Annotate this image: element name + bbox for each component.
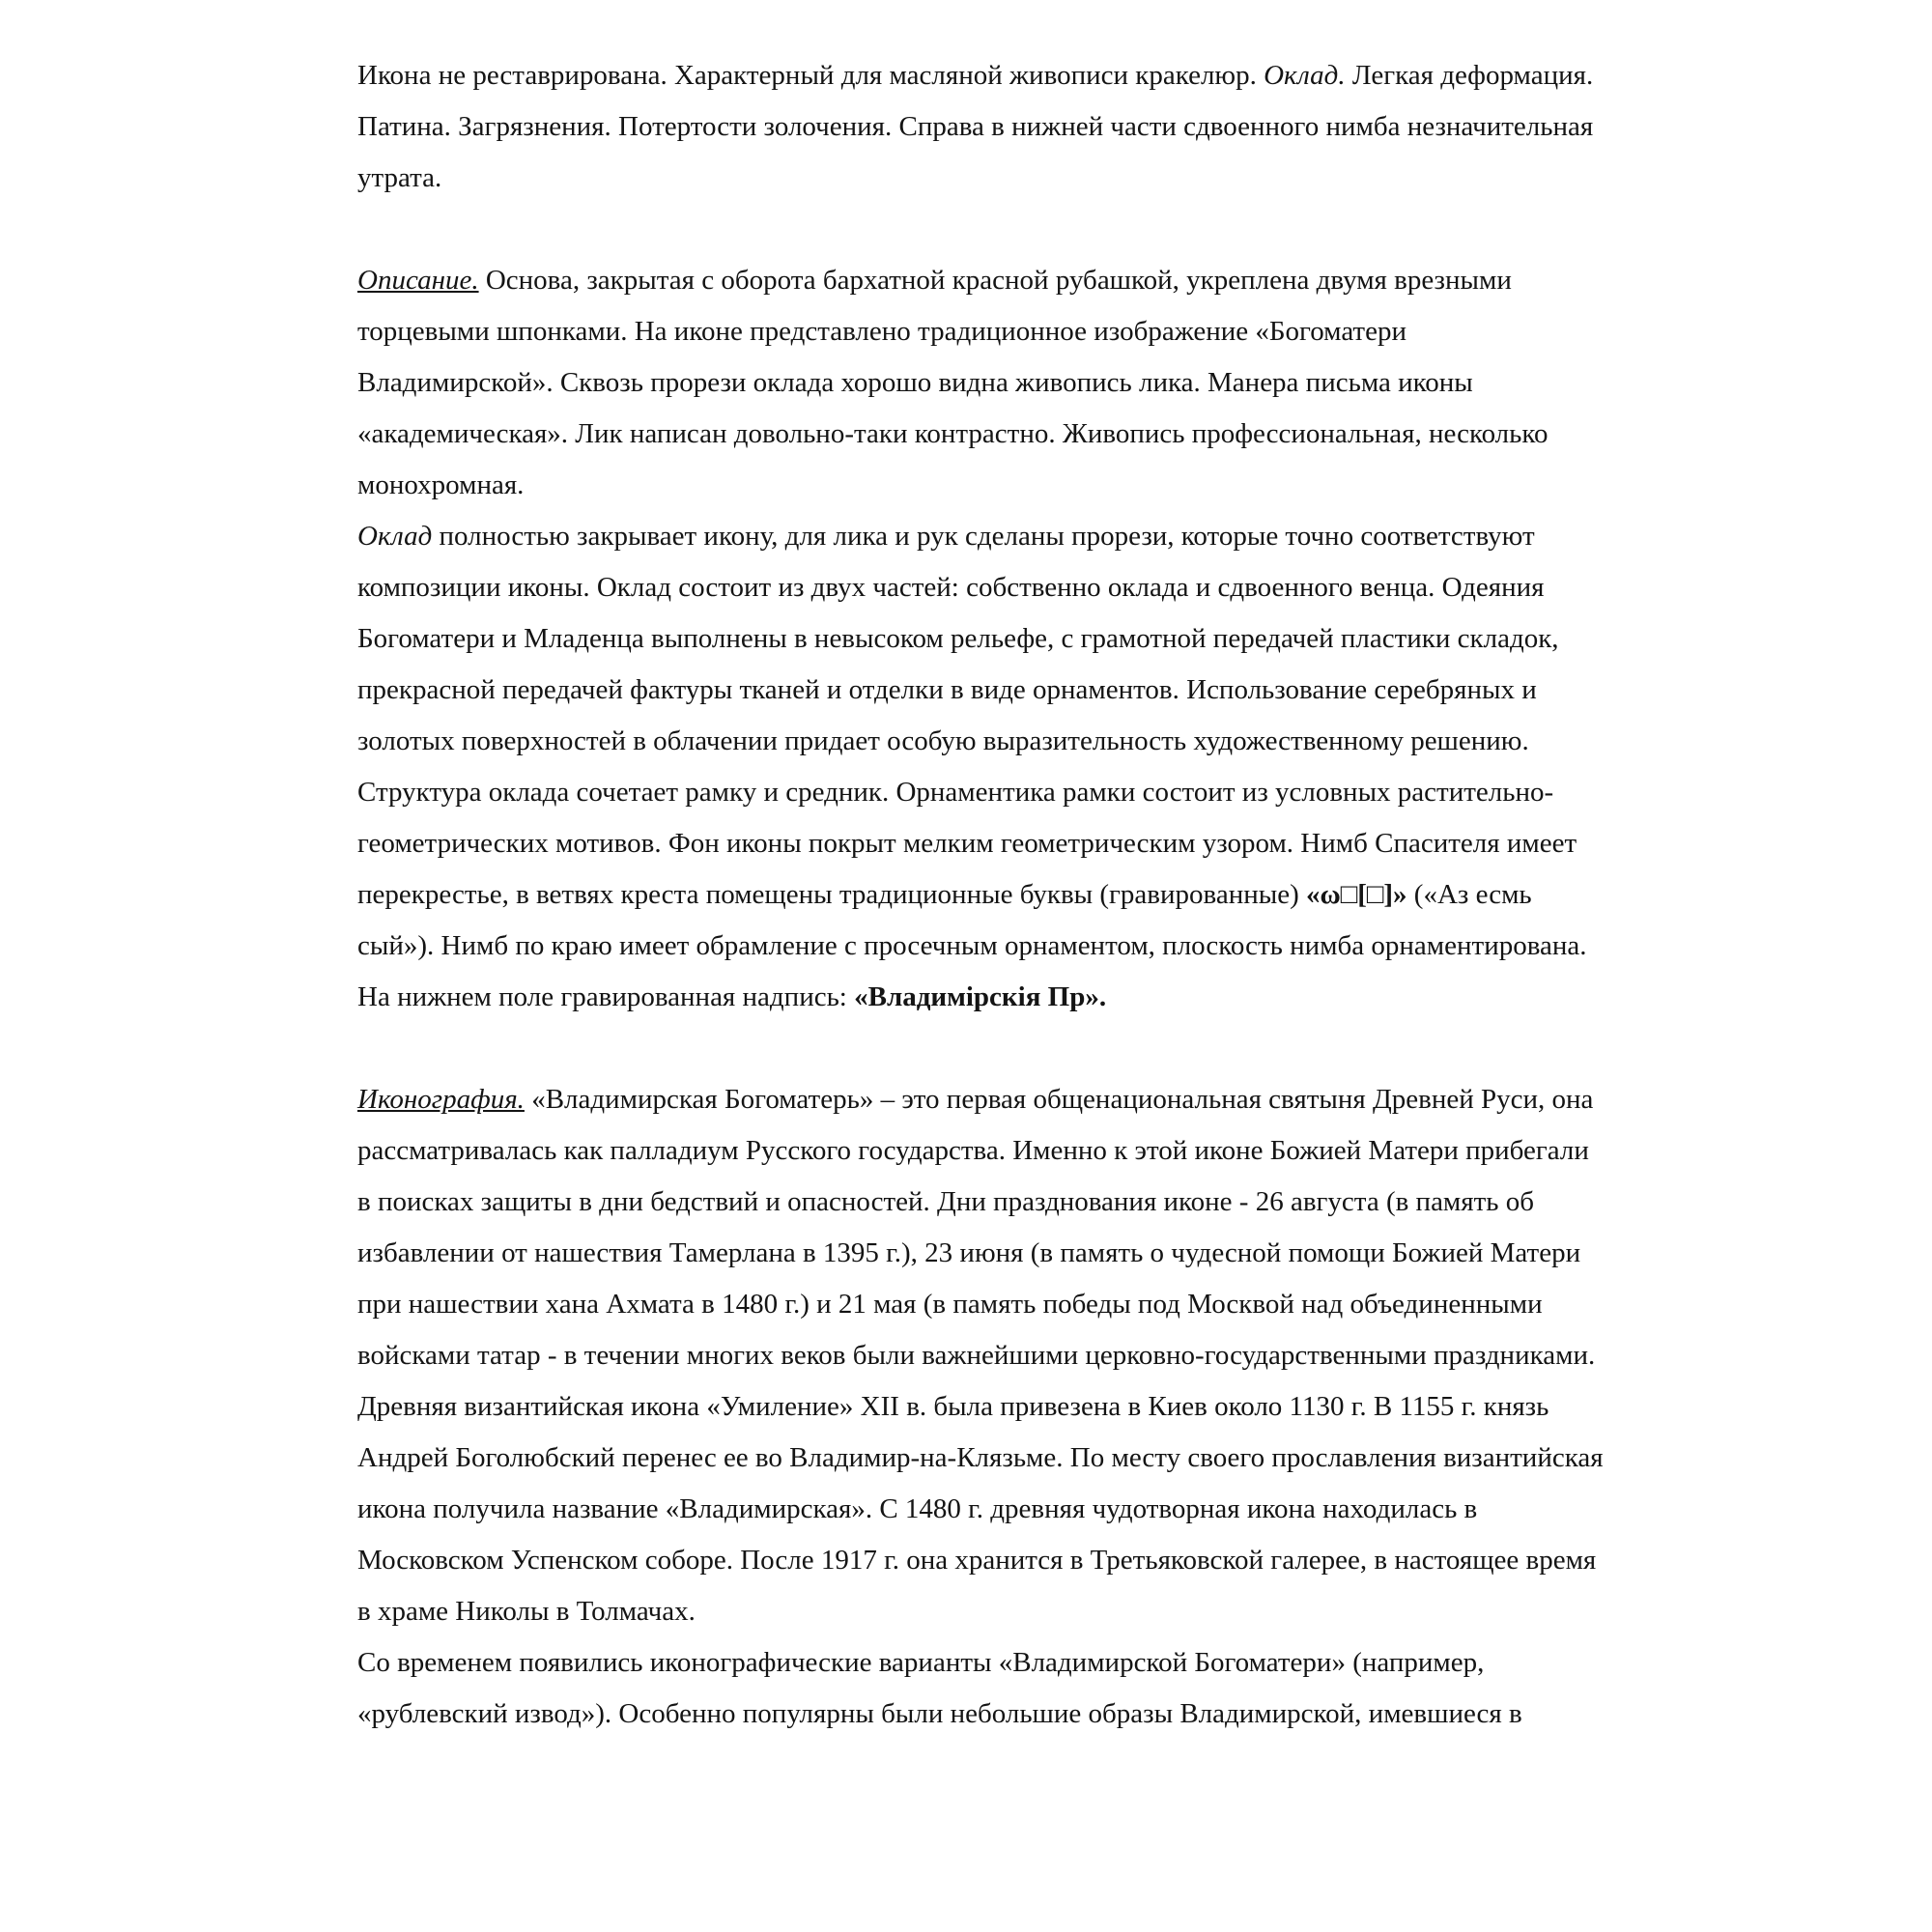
description-heading: Описание. [357, 265, 479, 296]
iconography-text: «Владимирская Богоматерь» – это первая общенациональная святыня Древней Руси, она рассматривалась как палладиум Русского государства. Именно к этой иконе Божией Матери прибегали в поисках защиты в дни бедствий и опасностей. Дни празднования иконе - 26 августа (в память об избавлении от нашествия Тамерлана в 1395 г.), 23 июня (в память о чудесной помощи Божией Матери при нашествии хана Ахмата в 1480 г.) и 21 мая (в память победы под Москвой над объединенными войсками татар - в течении многих веков были важнейшими церковно-государственными праздниками. Древняя византийская икона «Умиление» XII в. была привезена в Киев около 1130 г. В 1155 г. князь Андрей Боголюбский перенес ее во Владимир-на-Клязьме. По месту своего прославления византийская икона получила название «Владимирская». С 1480 г. древняя чудотворная икона находилась в Московском Успенском соборе. После 1917 г. она хранится в Третьяковской галерее, в настоящее время в храме Николы в Толмачах. [357, 1084, 1604, 1627]
condition-paragraph [357, 50, 1604, 204]
iconography-paragraph [357, 1074, 1604, 1637]
condition-text-1: Икона не реставрирована. Характерный для масляной живописи кракелюр. [357, 60, 1264, 91]
halo-letters: «ω□[□]» [1306, 879, 1407, 910]
document-text [357, 50, 1604, 1740]
variants-paragraph: Со временем появились иконографические варианты «Владимирской Богоматери» (например, «рублевский извод»). Особенно популярны были небольшие образы Владимирской, имевшиеся в [357, 1647, 1522, 1729]
paragraph-gap [357, 1023, 1604, 1074]
oklad-text-1: полностью закрывает икону, для лика и рук сделаны прорези, которые точно соответствуют композиции иконы. Оклад состоит из двух частей: собственно оклада и сдвоенного венца. Одеяния Богоматери и Младенца выполнены в невысоком рельефе, с грамотной передачей пластики складок, прекрасной передачей фактуры тканей и отделки в виде орнаментов. Использование серебряных и золотых поверхностей в облачении придает особую выразительность художественному решению. Структура оклада сочетает рамку и средник. Орнаментика рамки состоит из условных растительно-геометрических мотивов. Фон иконы покрыт мелким геометрическим узором. Нимб Спасителя имеет перекрестье, в ветвях креста помещены традиционные буквы (гравированные) [357, 521, 1577, 910]
oklad-label: Оклад. [1264, 60, 1346, 91]
paragraph-gap [357, 204, 1604, 255]
iconography-heading: Иконография. [357, 1084, 525, 1115]
condition-text-2: Легкая деформация. Патина. Загрязнения. Потертости золочения. Справа в нижней части сдвоенного нимба незначительная утрата. [357, 60, 1594, 193]
oklad-text-2: («Аз есмь сый»). Нимб по краю имеет обрамление с просечным орнаментом, плоскость нимба орнаментирована. На нижнем поле гравированная надпись: [357, 879, 1587, 1012]
oklad-heading: Оклад [357, 521, 433, 552]
description-text: Основа, закрытая с оборота бархатной красной рубашкой, укреплена двумя врезными торцевыми шпонками. На иконе представлено традиционное изображение «Богоматери Владимирской». Сквозь прорези оклада хорошо видна живопись лика. Манера письма иконы «академическая». Лик написан довольно-таки контрастно. Живопись профессиональная, несколько монохромная. [357, 265, 1548, 500]
engraved-inscription: «Владимiрскiя Пр». [854, 981, 1107, 1012]
oklad-paragraph [357, 511, 1604, 1023]
description-paragraph [357, 255, 1604, 511]
